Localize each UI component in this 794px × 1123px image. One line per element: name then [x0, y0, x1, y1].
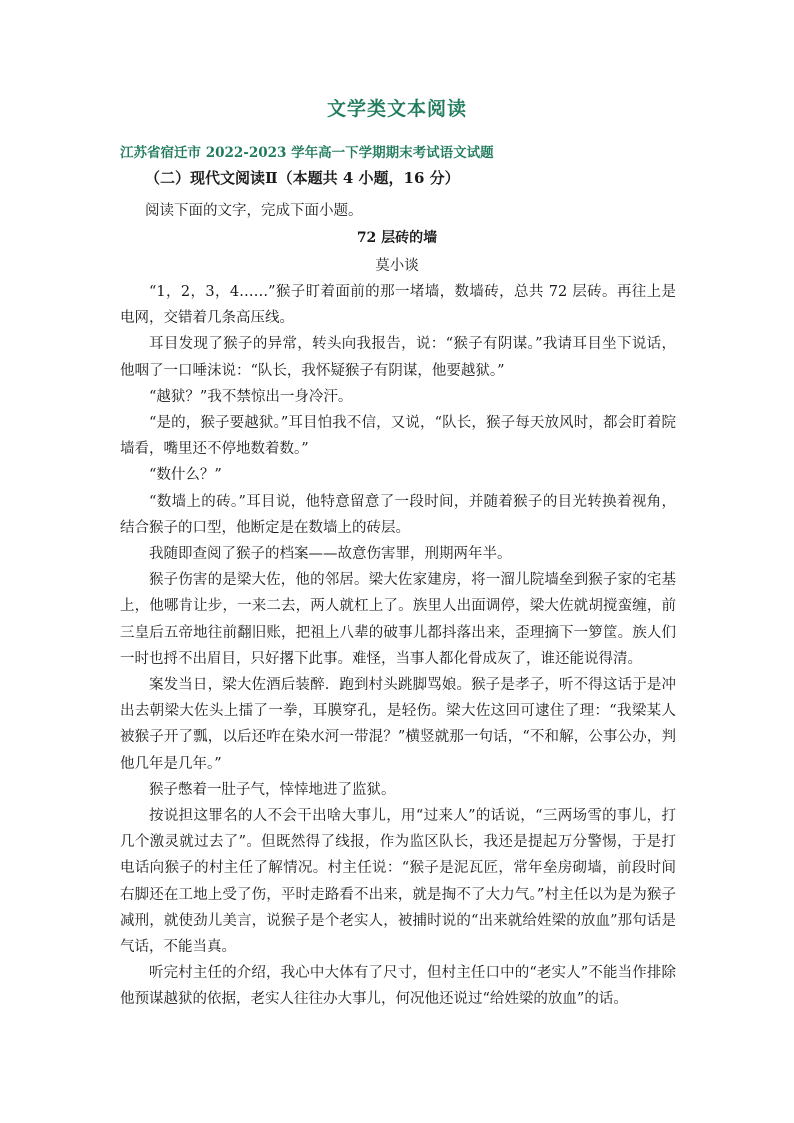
- reading-instruction: 阅读下面的文字，完成下面小题。: [145, 203, 363, 219]
- story-author: 莫小谈: [375, 258, 419, 274]
- page-title: 文学类文本阅读: [326, 98, 467, 120]
- paragraph: 耳目发现了猴子的异常，转头向我报告，说：“猴子有阴谋。”我请耳目坐下说话，他咽了一口唾沫说：“队长，我怀疑猴子有阴谋，他要越狱。”: [120, 336, 676, 379]
- paragraph: 猴子伤害的是梁大佐，他的邻居。梁大佐家建房，将一溜儿院墙垒到猴子家的宅基上，他哪肯让步，一来二去，两人就杠上了。族里人出面调停，梁大佐就胡搅蛮缠，前三皇后五帝地往前翻旧账，把祖上八辈的破事儿都抖落出来，歪理摘下一箩筐。族人们一时也捋不出眉目，只好撂下此事。难怪，当事人都化骨成灰了，谁还能说得清。: [120, 572, 676, 667]
- paragraph: “数什么？”: [149, 467, 222, 484]
- paragraph: 案发当日，梁大佐酒后装醉．跑到村头跳脚骂娘。猴子是孝子，听不得这话于是冲出去朝梁大佐头上擂了一拳，耳膜穿孔，是轻伤。梁大佐这回可逮住了理：“我梁某人被猴子开了瓢，以后还咋在染水河一带混？”横竖就那一句话，“不和解，公事公办，判他几年是几年。”: [120, 677, 676, 772]
- paragraph: “1，2，3，4……”猴子盯着面前的那一堵墙，数墙砖，总共 72 层砖。再往上是电网，交错着几条高压线。: [120, 284, 676, 327]
- story-body: [120, 279, 676, 1013]
- exam-source: 江苏省宿迁市 2022-2023 学年高一下学期期末考试语文试题: [120, 145, 494, 161]
- paragraph: 猴子憋着一肚子气，悻悻地进了监狱。: [149, 781, 396, 798]
- section-heading: （二）现代文阅读Ⅱ（本题共 4 小题，16 分）: [145, 169, 460, 187]
- paragraph: 听完村主任的介绍，我心中大体有了尺寸，但村主任口中的“老实人”不能当作排除他预谋越狱的依据，老实人往往办大事儿，何况他还说过“给姓梁的放血”的话。: [120, 965, 676, 1008]
- paragraph: “越狱？”我不禁惊出一身冷汗。: [149, 388, 353, 405]
- paragraph: 我随即查阅了猴子的档案——故意伤害罪，刑期两年半。: [149, 546, 512, 563]
- paragraph: 按说担这罪名的人不会干出啥大事儿，用“过来人”的话说，“三两场雪的事儿，打几个激灵就过去了”。但既然得了线报，作为监区队长，我还是提起万分警惕，于是打电话向猴子的村主任了解情况。村主任说：“猴子是泥瓦匠，常年垒房砌墙，前段时间右脚还在工地上受了伤，平时走路看不出来，就是掏不了大力气。”村主任以为是为猴子减刑，就使劲儿美言，说猴子是个老实人，被捕时说的“出来就给姓梁的放血”那句话是气话，不能当真。: [120, 808, 676, 956]
- story-title: 72 层砖的墙: [356, 230, 438, 246]
- paragraph: “是的，猴子要越狱。”耳目怕我不信，又说，“队长，猴子每天放风时，都会盯着院墙看，嘴里还不停地数着数。”: [120, 415, 676, 458]
- paragraph: “数墙上的砖。”耳目说，他特意留意了一段时间，并随着猴子的目光转换着视角，结合猴子的口型，他断定是在数墙上的砖层。: [120, 493, 676, 536]
